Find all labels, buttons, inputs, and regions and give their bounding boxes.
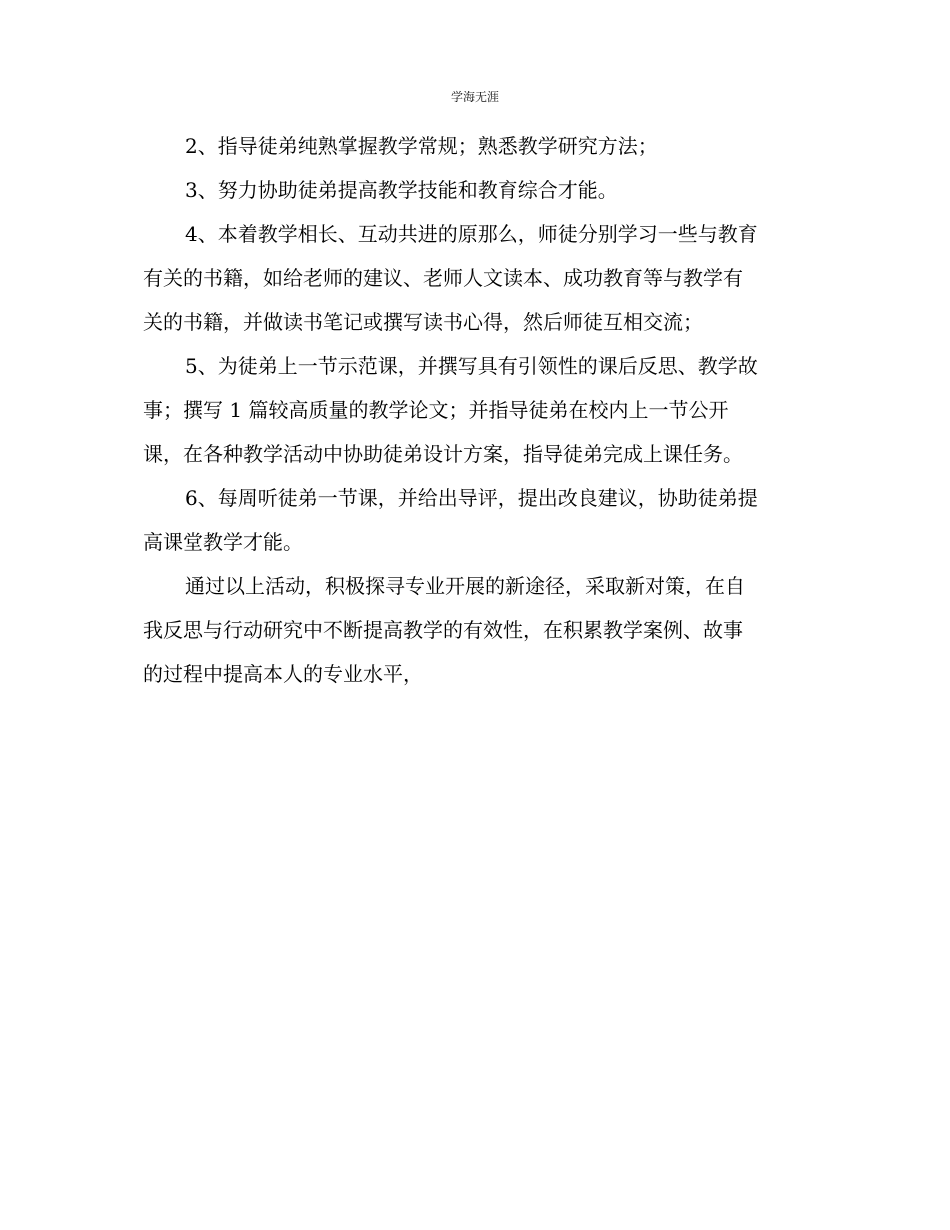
body-line: 4、本着教学相长、互动共进的原那么，师徒分别学习一些与教育 — [185, 222, 758, 246]
body-line: 有关的书籍，如给老师的建议、老师人文读本、成功教育等与教学有 — [143, 266, 743, 290]
body-line: 我反思与行动研究中不断提高教学的有效性，在积累教学案例、故事 — [143, 618, 743, 642]
body-line: 5、为徒弟上一节示范课，并撰写具有引领性的课后反思、教学故 — [185, 354, 758, 378]
body-line: 课，在各种教学活动中协助徒弟设计方案，指导徒弟完成上课任务。 — [143, 442, 743, 466]
body-line: 事；撰写 1 篇较高质量的教学论文；并指导徒弟在校内上一节公开 — [143, 398, 729, 422]
body-line: 关的书籍，并做读书笔记或撰写读书心得，然后师徒互相交流； — [143, 310, 703, 334]
body-line: 2、指导徒弟纯熟掌握教学常规；熟悉教学研究方法； — [185, 134, 658, 158]
document-body — [143, 124, 808, 696]
body-line: 通过以上活动，积极探寻专业开展的新途径，采取新对策，在自 — [185, 574, 745, 598]
body-line: 6、每周听徒弟一节课，并给出导评，提出改良建议，协助徒弟提 — [185, 486, 758, 510]
body-line: 3、努力协助徒弟提高教学技能和教育综合才能。 — [185, 178, 618, 202]
body-line: 高课堂教学才能。 — [143, 530, 303, 554]
page-header: 学海无涯 — [450, 90, 499, 104]
body-line: 的过程中提高本人的专业水平， — [143, 662, 423, 686]
